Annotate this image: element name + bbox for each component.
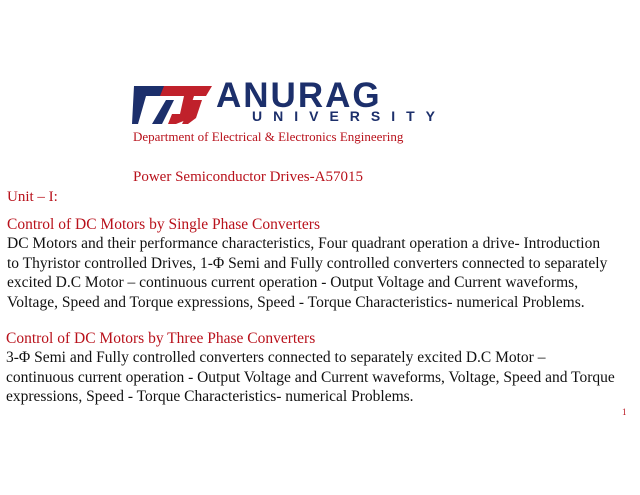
section-line: expressions, Speed - Torque Characteristics- numerical Problems. [6,388,414,405]
section-line: Voltage, Speed and Torque expressions, Speed - Torque Characteristics- numerical Problems. [7,293,585,311]
unit-label: Unit – I: [7,189,58,205]
section-line: 3-Φ Semi and Fully controlled converters connected to separately excited D.C Motor – [6,349,546,366]
section-body [7,234,635,312]
section-body [6,348,634,407]
page-number: 1 [622,407,627,417]
section-line: DC Motors and their performance characteristics, Four quadrant operation a drive- Introduction [7,235,601,252]
section-line: excited D.C Motor – continuous current operation - Output Voltage and Current waveforms, [7,274,579,291]
section-title: Control of DC Motors by Three Phase Converters [6,330,316,347]
syllabus-section [6,329,634,407]
department-name: Department of Electrical & Electronics Engineering [133,129,404,144]
section-line: to Thyristor controlled Drives, 1-Φ Semi and Fully controlled converters connected to separately [7,254,608,272]
section-title: Control of DC Motors by Single Phase Converters [7,216,320,233]
brand-name: ANURAG [216,76,382,115]
course-title: Power Semiconductor Drives-A57015 [133,169,363,185]
au-monogram-icon [132,80,216,128]
brand-subtitle: UNIVERSITY [252,108,447,124]
syllabus-section [7,215,635,312]
section-line: continuous current operation - Output Voltage and Current waveforms, Voltage, Speed and Torque [6,368,615,386]
